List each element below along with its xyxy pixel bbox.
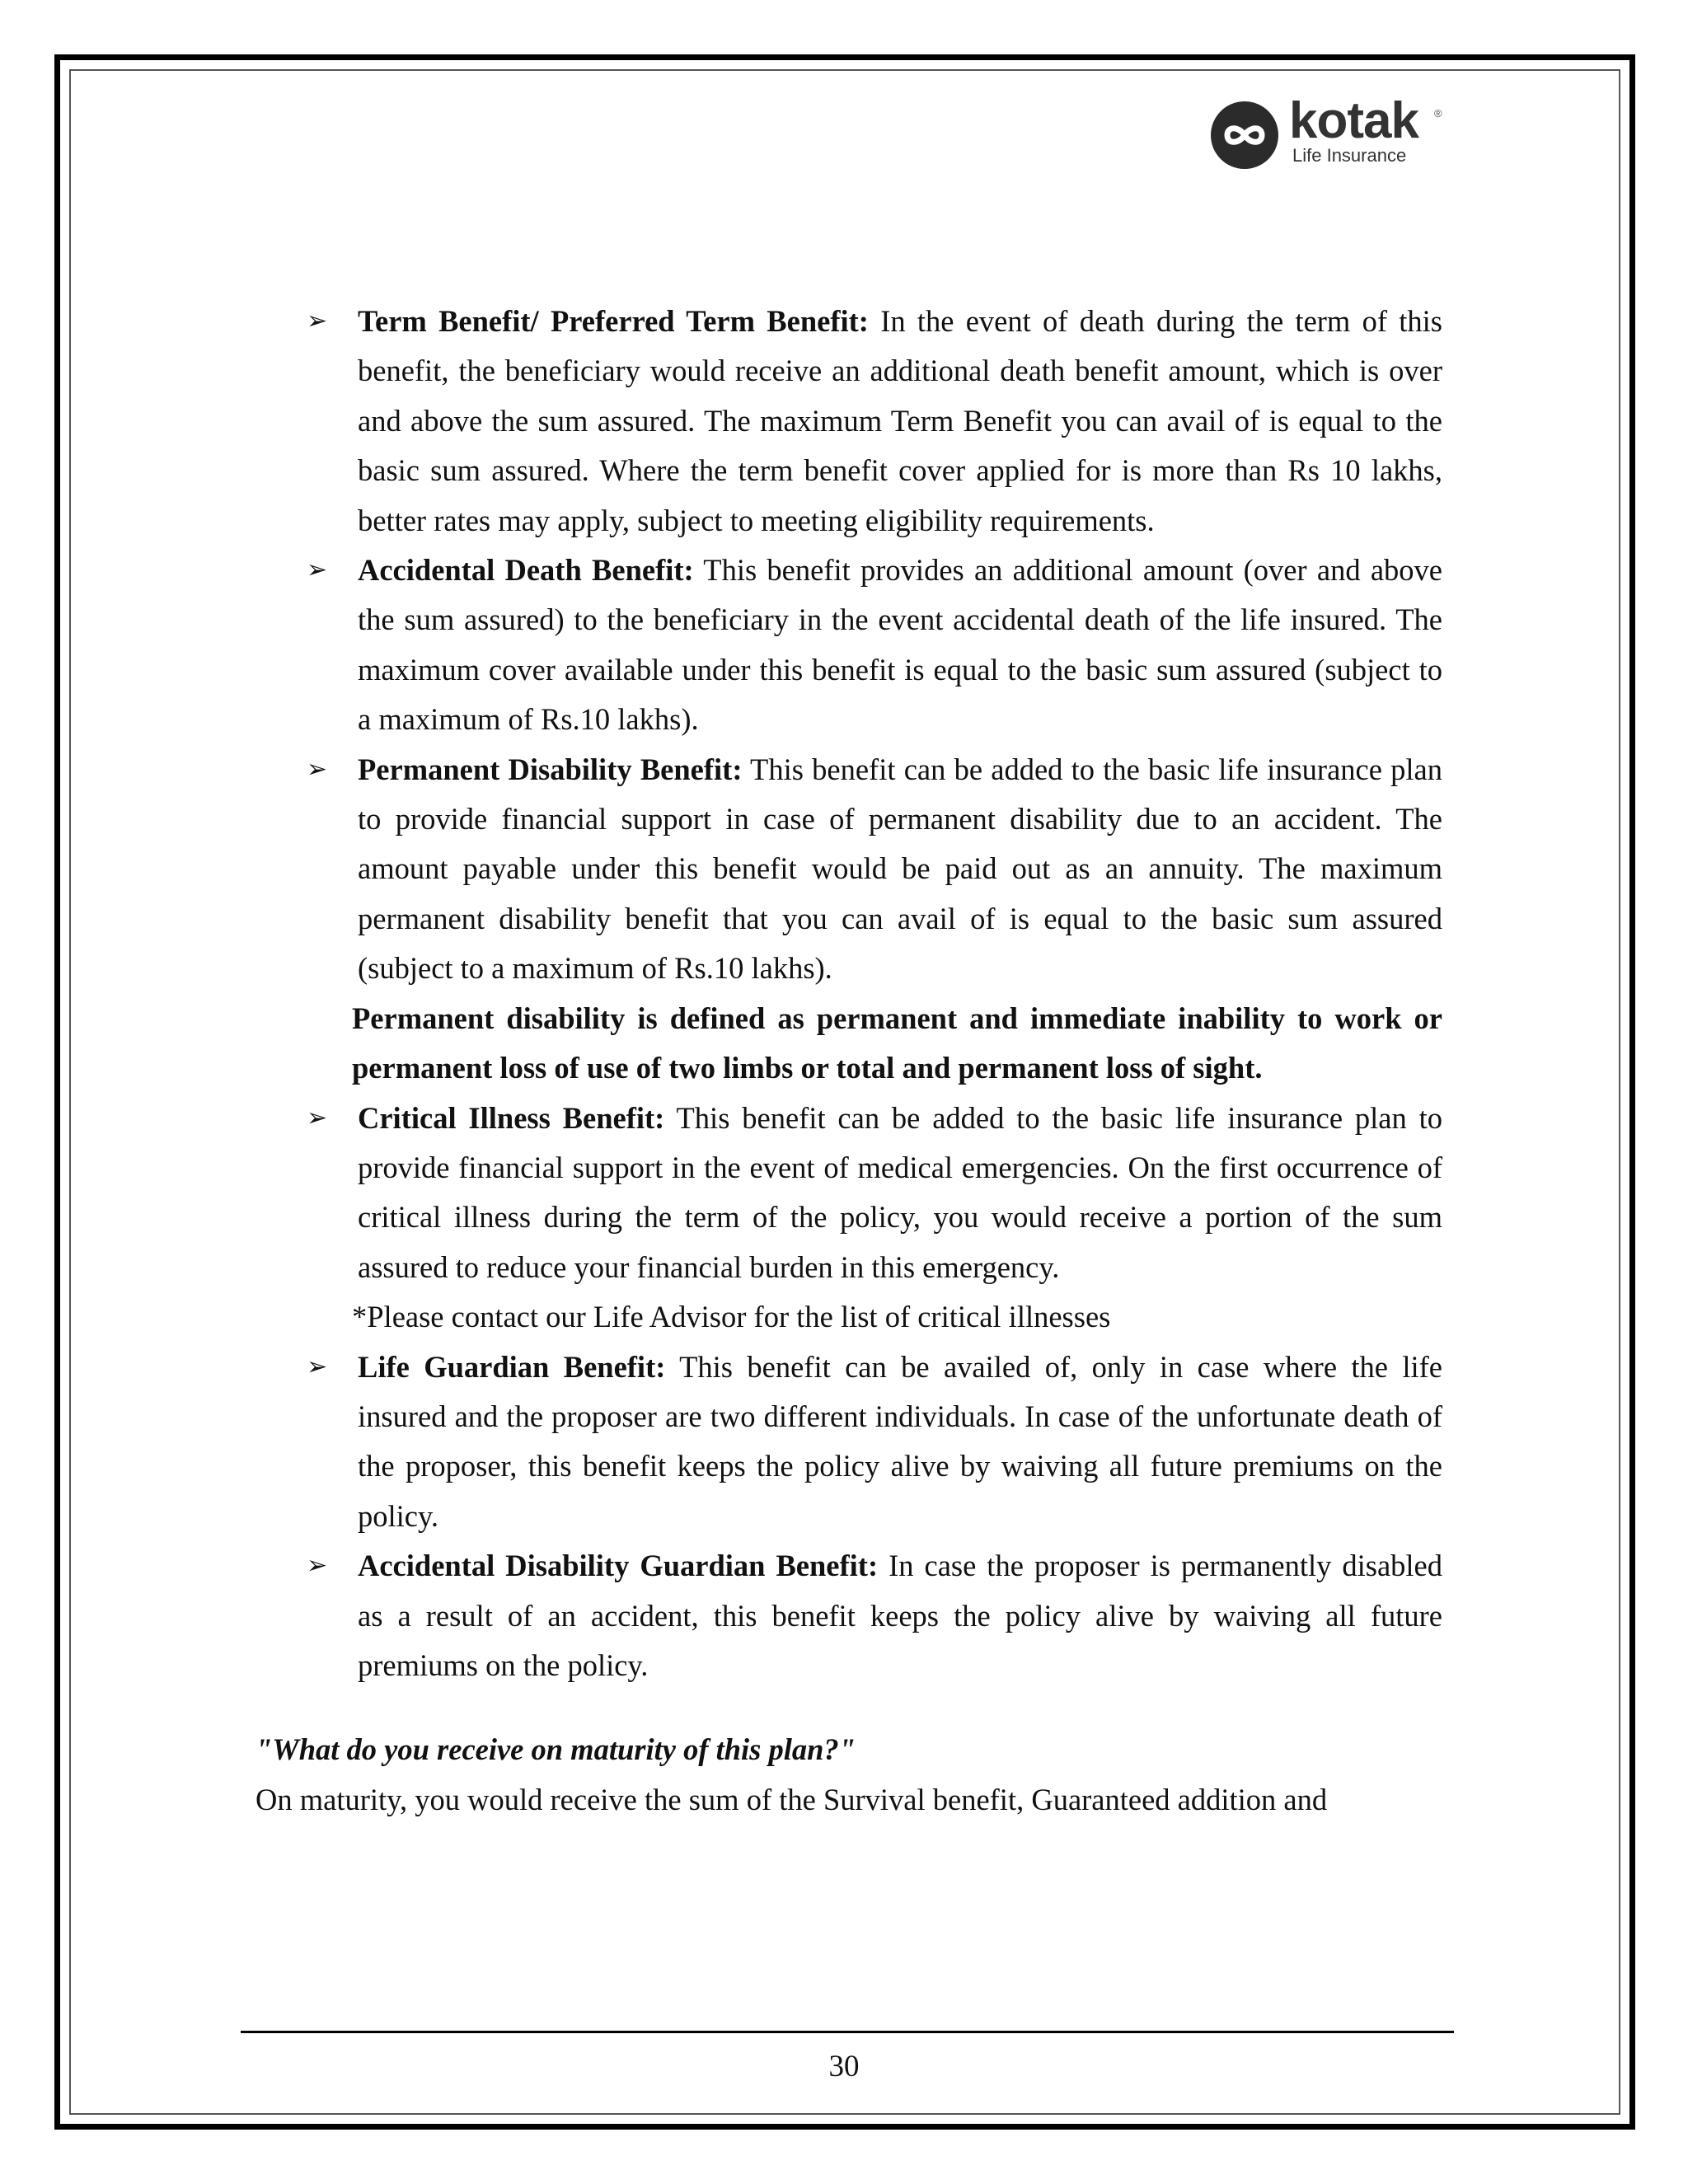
arrowhead-bullet-icon: ➢	[307, 555, 328, 585]
list-item-permanent-disability-benefit	[256, 745, 1442, 994]
benefits-list	[256, 297, 1442, 994]
logo-registered-mark: ®	[1434, 107, 1442, 120]
benefit-title: Term Benefit/ Preferred Term Benefit:	[358, 304, 869, 338]
benefits-list-continued	[256, 1094, 1442, 1293]
benefit-text: In case the proposer is permanently disabled as a result of an accident, this benefit keeps the policy alive by waiving all future premiums on the policy.	[358, 1549, 1443, 1682]
maturity-question-heading: "What do you receive on maturity of this plan?"	[256, 1732, 856, 1767]
arrowhead-bullet-icon: ➢	[307, 1551, 328, 1581]
kotak-logo	[1210, 92, 1449, 171]
benefit-text: In the event of death during the term of this benefit, the beneficiary would receive an additional death benefit amount, which is over and above the sum assured. The maximum Term Benefit you can avail of is equal to the basic sum assured. Where the term benefit cover applied for is more than Rs 10 lakhs, better rates may apply, subject to meeting eligibility requirements.	[358, 304, 1442, 537]
list-item-accidental-death-benefit	[256, 546, 1442, 745]
benefit-text: This benefit can be added to the basic life insurance plan to provide financial support in the event of medical emergencies. On the first occurrence of critical illness during the term of the policy, you would receive a portion of the sum assured to reduce your financial burden in this emergency.	[358, 1100, 1442, 1284]
logo-subtitle: Life Insurance	[1292, 145, 1407, 166]
page-number: 30	[828, 2050, 860, 2083]
benefit-title: Life Guardian Benefit:	[358, 1349, 666, 1384]
benefit-title: Critical Illness Benefit:	[358, 1100, 665, 1135]
kotak-infinity-logo-icon	[1210, 101, 1279, 170]
list-item-accidental-disability-guardian-benefit	[256, 1541, 1442, 1690]
logo-wordmark: kotak	[1289, 92, 1418, 149]
page-content	[256, 297, 1442, 1825]
benefit-title: Accidental Disability Guardian Benefit:	[358, 1549, 879, 1583]
benefit-text: This benefit can be availed of, only in case where the life insured and the proposer are two different individuals. In case of the unfortunate death of the proposer, this benefit keeps the policy alive by waiving all future premiums on the policy.	[358, 1349, 1443, 1533]
benefit-title: Accidental Death Benefit:	[358, 553, 694, 588]
list-item-critical-illness-benefit	[256, 1094, 1442, 1293]
benefits-list-guardian	[256, 1343, 1442, 1691]
benefit-text: This benefit can be added to the basic life insurance plan to provide financial support in case of permanent disability due to an accident. The amount payable under this benefit would be paid out as an annuity. The maximum permanent disability benefit that you can avail of is equal to the basic sum assured (subject to a maximum of Rs.10 lakhs).	[358, 752, 1442, 986]
arrowhead-bullet-icon: ➢	[307, 307, 328, 335]
benefit-text: This benefit provides an additional amount (over and above the sum assured) to the beneficiary in the event accidental death of the life insured. The maximum cover available under this benefit is equal to the basic sum assured (subject to a maximum of Rs.10 lakhs).	[358, 553, 1443, 737]
footer-divider	[241, 2031, 1454, 2033]
arrowhead-bullet-icon: ➢	[307, 754, 328, 784]
arrowhead-bullet-icon: ➢	[307, 1103, 328, 1132]
arrowhead-bullet-icon: ➢	[307, 1352, 328, 1381]
list-item-life-guardian-benefit	[256, 1343, 1442, 1542]
critical-illness-contact-note: *Please contact our Life Advisor for the list of critical illnesses	[352, 1300, 1111, 1334]
permanent-disability-definition: Permanent disability is defined as permanent and immediate inability to work or permanent loss of use of two limbs or total and permanent loss of sight.	[352, 1001, 1442, 1085]
list-item-term-benefit	[256, 297, 1442, 546]
benefit-title: Permanent Disability Benefit:	[358, 752, 743, 786]
maturity-answer-text: On maturity, you would receive the sum of the Survival benefit, Guaranteed addition and	[256, 1782, 1328, 1816]
